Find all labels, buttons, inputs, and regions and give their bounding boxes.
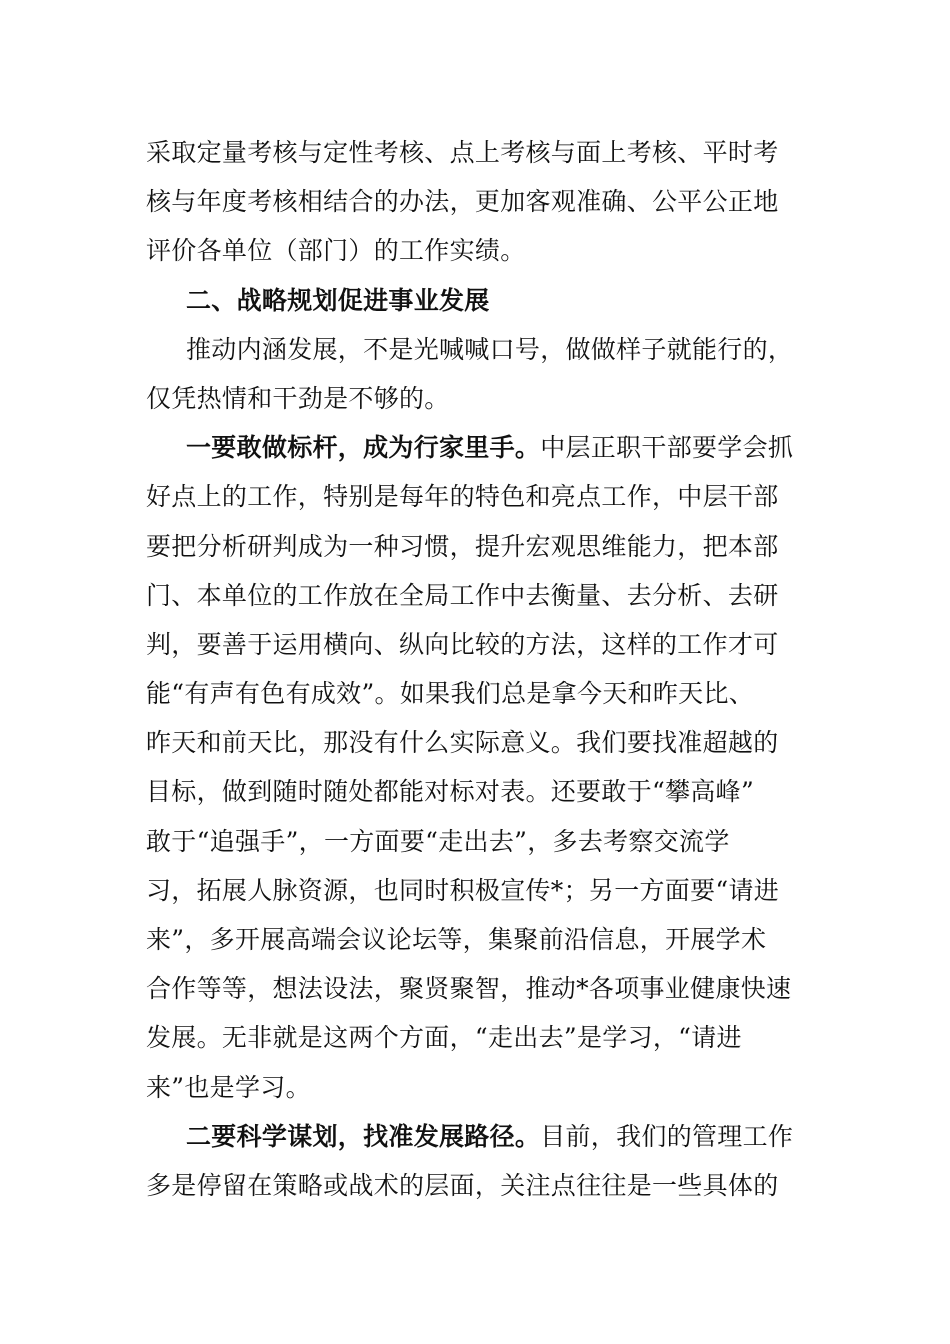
paragraph-line: 能“有声有色有成效”。如果我们总是拿今天和昨天比、 <box>146 679 755 709</box>
lead-heading: 一要敢做标杆，成为行家里手。 <box>186 433 541 463</box>
paragraph-line: 习，拓展人脉资源，也同时积极宣传*；另一方面要“请进 <box>146 875 780 905</box>
paragraph-line: 来”，多开展高端会议论坛等，集聚前沿信息，开展学术 <box>146 925 767 954</box>
paragraph-line: 推动内涵发展，不是光喊喊口号，做做样子就能行的， <box>186 334 794 364</box>
paragraph-line: 判，要善于运用横向、纵向比较的方法，这样的工作才可 <box>146 629 779 659</box>
paragraph-line: 仅凭热情和干劲是不够的。 <box>146 383 450 413</box>
paragraph-line: 目标，做到随时随处都能对标对表。还要敢于“攀高峰” <box>146 777 755 807</box>
paragraph-line: 采取定量考核与定性考核、点上考核与面上考核、平时考 <box>146 138 779 167</box>
paragraph-line <box>146 1112 806 1161</box>
paragraph-line: 来”也是学习。 <box>146 1072 311 1102</box>
paragraph-text: 目前，我们的管理工作 <box>540 1121 794 1151</box>
paragraph-line: 要把分析研判成为一种习惯，提升宏观思维能力，把本部 <box>146 531 779 561</box>
paragraph-line: 合作等等，想法设法，聚贤聚智，推动*各项事业健康快速 <box>146 974 792 1004</box>
section-heading: 二、战略规划促进事业发展 <box>186 285 490 315</box>
paragraph-line: 昨天和前天比，那没有什么实际意义。我们要找准超越的 <box>146 728 779 758</box>
paragraph-text: 中层正职干部要学会抓 <box>540 433 794 463</box>
paragraph-line: 门、本单位的工作放在全局工作中去衡量、去分析、去研 <box>146 580 779 610</box>
paragraph-line: 好点上的工作，特别是每年的特色和亮点工作，中层干部 <box>146 482 779 512</box>
paragraph-line: 核与年度考核相结合的办法，更加客观准确、公平公正地 <box>146 187 779 217</box>
paragraph-line: 敢于“追强手”，一方面要“走出去”，多去考察交流学 <box>146 826 730 856</box>
lead-heading: 二要科学谋划，找准发展路径。 <box>186 1121 541 1151</box>
paragraph-line: 发展。无非就是这两个方面，“走出去”是学习，“请进 <box>146 1023 742 1053</box>
paragraph-line: 评价各单位（部门）的工作实绩。 <box>146 236 526 266</box>
paragraph-line <box>146 423 806 472</box>
document-page <box>146 128 806 1210</box>
paragraph-line: 多是停留在策略或战术的层面，关注点往往是一些具体的 <box>146 1170 779 1200</box>
